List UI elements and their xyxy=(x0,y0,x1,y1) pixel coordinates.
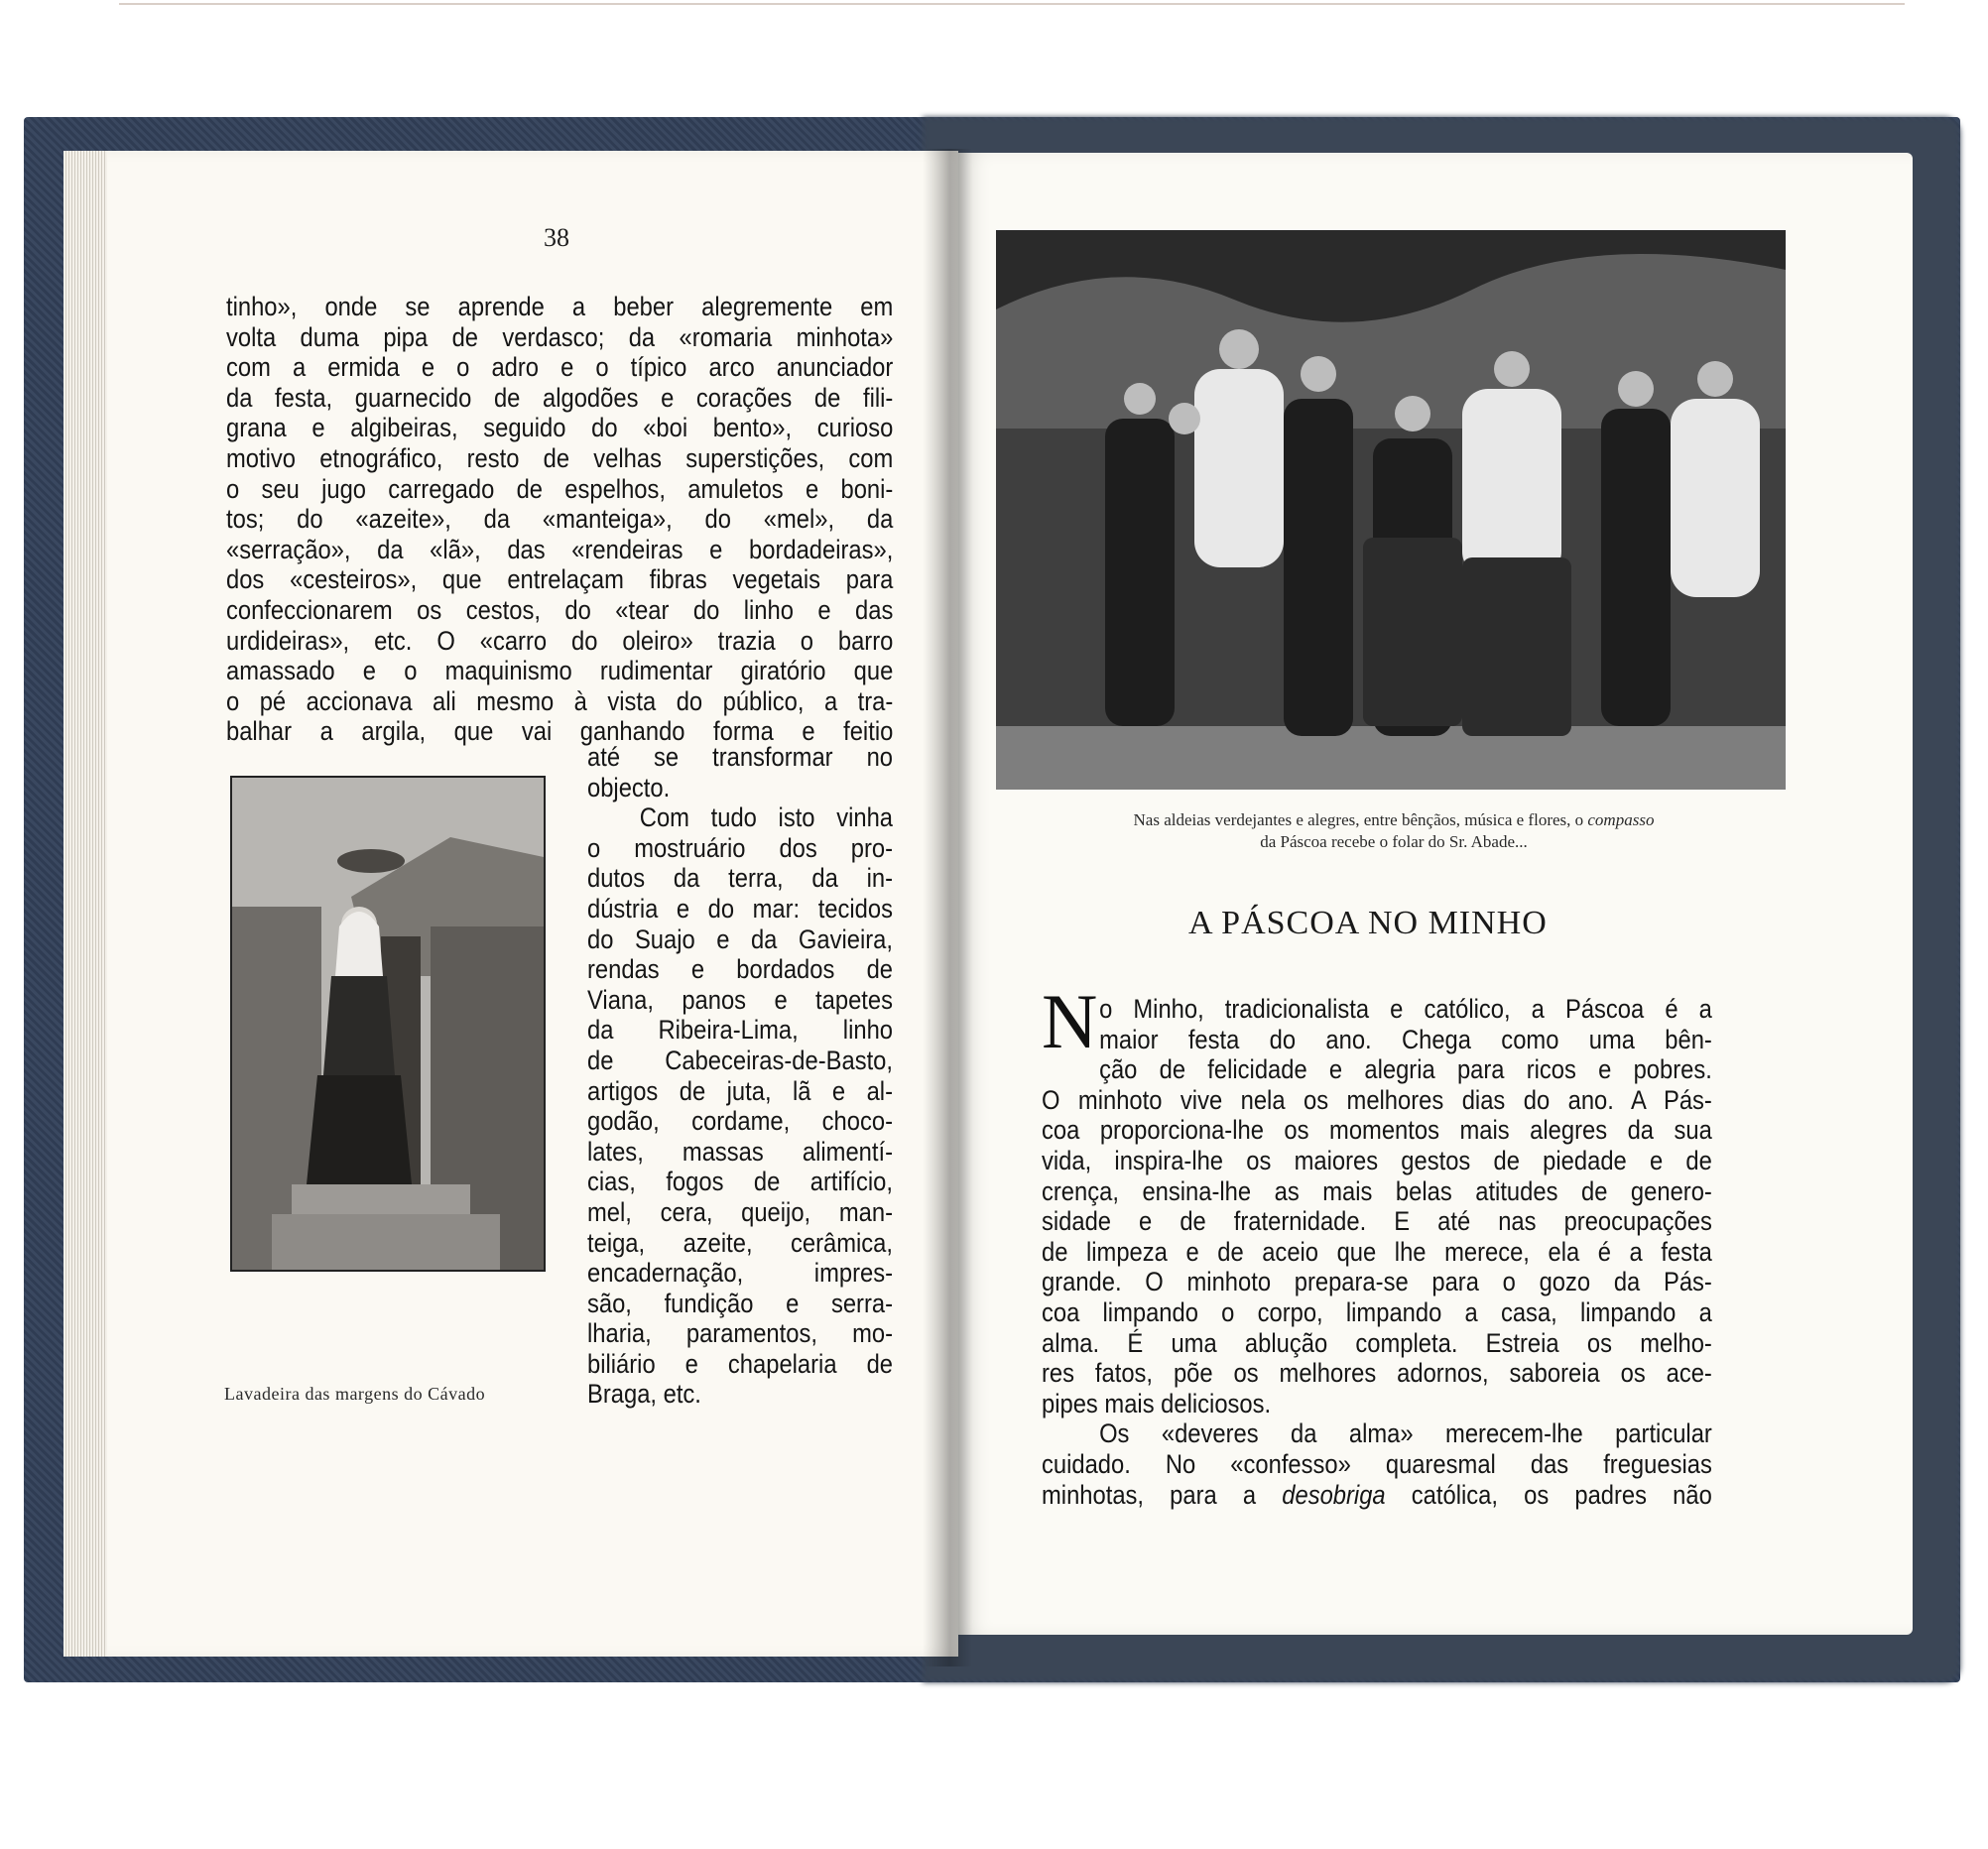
text-fragment: católica, os padres não xyxy=(1411,1479,1712,1510)
text-line: maior festa do ano. Chega como uma bên- xyxy=(1099,1024,1712,1054)
text-line: Os «deveres da alma» merecem-lhe particular xyxy=(1099,1418,1712,1449)
text-line: rendas e bordados de xyxy=(587,954,893,985)
text-line: são, fundição e serra- xyxy=(587,1288,893,1318)
text-line: volta duma pipa de verdasco; da «romaria minhota» xyxy=(226,321,894,352)
text-line: o pé accionava ali mesmo à vista do público, a tra- xyxy=(226,685,894,716)
text-line: dutos da terra, da in- xyxy=(587,863,893,894)
caption-italic: compasso xyxy=(1587,810,1655,829)
text-line: alma. É uma ablução completa. Estreia os melho- xyxy=(1042,1327,1712,1358)
text-line: motivo etnográfico, resto de velhas superstições, com xyxy=(226,442,894,473)
text-line: mel, cera, queijo, man- xyxy=(587,1196,893,1227)
chapter-heading: A PÁSCOA NO MINHO xyxy=(1188,905,1548,941)
text-line: urdideiras», etc. O «carro do oleiro» trazia o barro xyxy=(226,625,894,656)
text-line: ção de felicidade e alegria para ricos e pobres. xyxy=(1099,1054,1712,1085)
easter-procession-photo xyxy=(996,230,1786,790)
text-line xyxy=(1042,1480,1712,1511)
text-line: biliário e chapelaria de xyxy=(587,1348,893,1379)
caption-text: da Páscoa recebe o folar do Sr. Abade... xyxy=(1260,832,1528,851)
text-line: sidade e de fraternidade. E até nas preocupações xyxy=(1042,1206,1712,1237)
text-line: artigos de juta, lã e al- xyxy=(587,1075,893,1106)
text-line: pipes mais deliciosos. xyxy=(1042,1388,1272,1418)
page-number: 38 xyxy=(544,223,569,252)
text-line: da Ribeira-Lima, linho xyxy=(587,1015,893,1046)
text-line: até se transformar no xyxy=(587,742,893,772)
text-line: cias, fogos de artifício, xyxy=(587,1167,893,1197)
text-line: Com tudo isto vinha xyxy=(639,802,893,833)
text-line: O minhoto vive nela os melhores dias do ano. A Pás- xyxy=(1042,1084,1712,1115)
text-line: lharia, paramentos, mo- xyxy=(587,1318,893,1349)
text-line: o seu jugo carregado de espelhos, amuletos e boni- xyxy=(226,473,894,504)
text-line: do Suajo e da Gavieira, xyxy=(587,924,893,954)
text-line: da festa, guarnecido de algodões e corações de fili- xyxy=(226,382,894,413)
text-line: cuidado. No «confesso» quaresmal das freguesias xyxy=(1042,1448,1712,1479)
text-line: balhar a argila, que vai ganhando forma e feitio xyxy=(226,716,894,747)
text-line: de Cabeceiras-de-Basto, xyxy=(587,1045,893,1075)
text-line: res fatos, põe os melhores adornos, saboreia os ace- xyxy=(1042,1358,1712,1389)
text-line: Viana, panos e tapetes xyxy=(587,984,893,1015)
text-line: amassado e o maquinismo rudimentar giratório que xyxy=(226,656,894,686)
photo-caption xyxy=(1056,809,1732,853)
text-line: coa proporciona-lhe os momentos mais alegres da sua xyxy=(1042,1115,1712,1146)
caption-text: Nas aldeias verdejantes e alegres, entre bênçãos, música e flores, o xyxy=(1133,810,1584,829)
text-line: o Minho, tradicionalista e católico, a Páscoa é a xyxy=(1099,994,1712,1024)
text-line: tos; do «azeite», da «manteiga», do «mel», da xyxy=(226,504,894,535)
right-body-text xyxy=(1042,994,1712,1510)
left-column-text xyxy=(587,742,893,1410)
text-line: de limpeza e de aceio que lhe merece, ela é a festa xyxy=(1042,1236,1712,1267)
text-fragment: minhotas, para a xyxy=(1042,1479,1257,1510)
text-line: o mostruário dos pro- xyxy=(587,832,893,863)
text-line: teiga, azeite, cerâmica, xyxy=(587,1227,893,1258)
text-line: vida, inspira-lhe os maiores gestos de piedade e de xyxy=(1042,1145,1712,1175)
text-line: crença, ensina-lhe as mais belas atitudes de genero- xyxy=(1042,1175,1712,1206)
text-line: objecto. xyxy=(587,772,671,802)
page-edges xyxy=(63,151,109,1657)
text-line: confeccionarem os cestos, do «tear do linho e das xyxy=(226,594,894,625)
text-line: tinho», onde se aprende a beber alegremente em xyxy=(226,292,894,321)
easter-procession-photo-drawing xyxy=(996,230,1786,790)
text-line: dústria e do mar: tecidos xyxy=(587,893,893,924)
text-line: «serração», da «lã», das «rendeiras e bordadeiras», xyxy=(226,534,894,564)
text-line: Braga, etc. xyxy=(587,1379,701,1410)
text-line: lates, massas alimentí- xyxy=(587,1136,893,1167)
washerwoman-photo-drawing xyxy=(232,778,544,1270)
text-line: dos «cesteiros», que entrelaçam fibras vegetais para xyxy=(226,564,894,595)
text-line: com a ermida e o adro e o típico arco anunciador xyxy=(226,352,894,383)
drop-cap: N xyxy=(1042,978,1098,1064)
photo-caption: Lavadeira das margens do Cávado xyxy=(224,1384,486,1404)
text-italic: desobriga xyxy=(1282,1479,1386,1510)
text-line: godão, cordame, choco- xyxy=(587,1106,893,1137)
text-line: coa limpando o corpo, limpando a casa, limpando a xyxy=(1042,1296,1712,1327)
text-line: grana e algibeiras, seguido do «boi bento», curioso xyxy=(226,413,894,443)
left-body-text xyxy=(226,292,894,747)
text-line: encadernação, impres- xyxy=(587,1258,893,1289)
washerwoman-photo xyxy=(230,776,546,1272)
scan-top-line xyxy=(119,3,1905,5)
text-line: grande. O minhoto prepara-se para o gozo da Pás- xyxy=(1042,1267,1712,1297)
spine-shadow xyxy=(923,149,972,1666)
